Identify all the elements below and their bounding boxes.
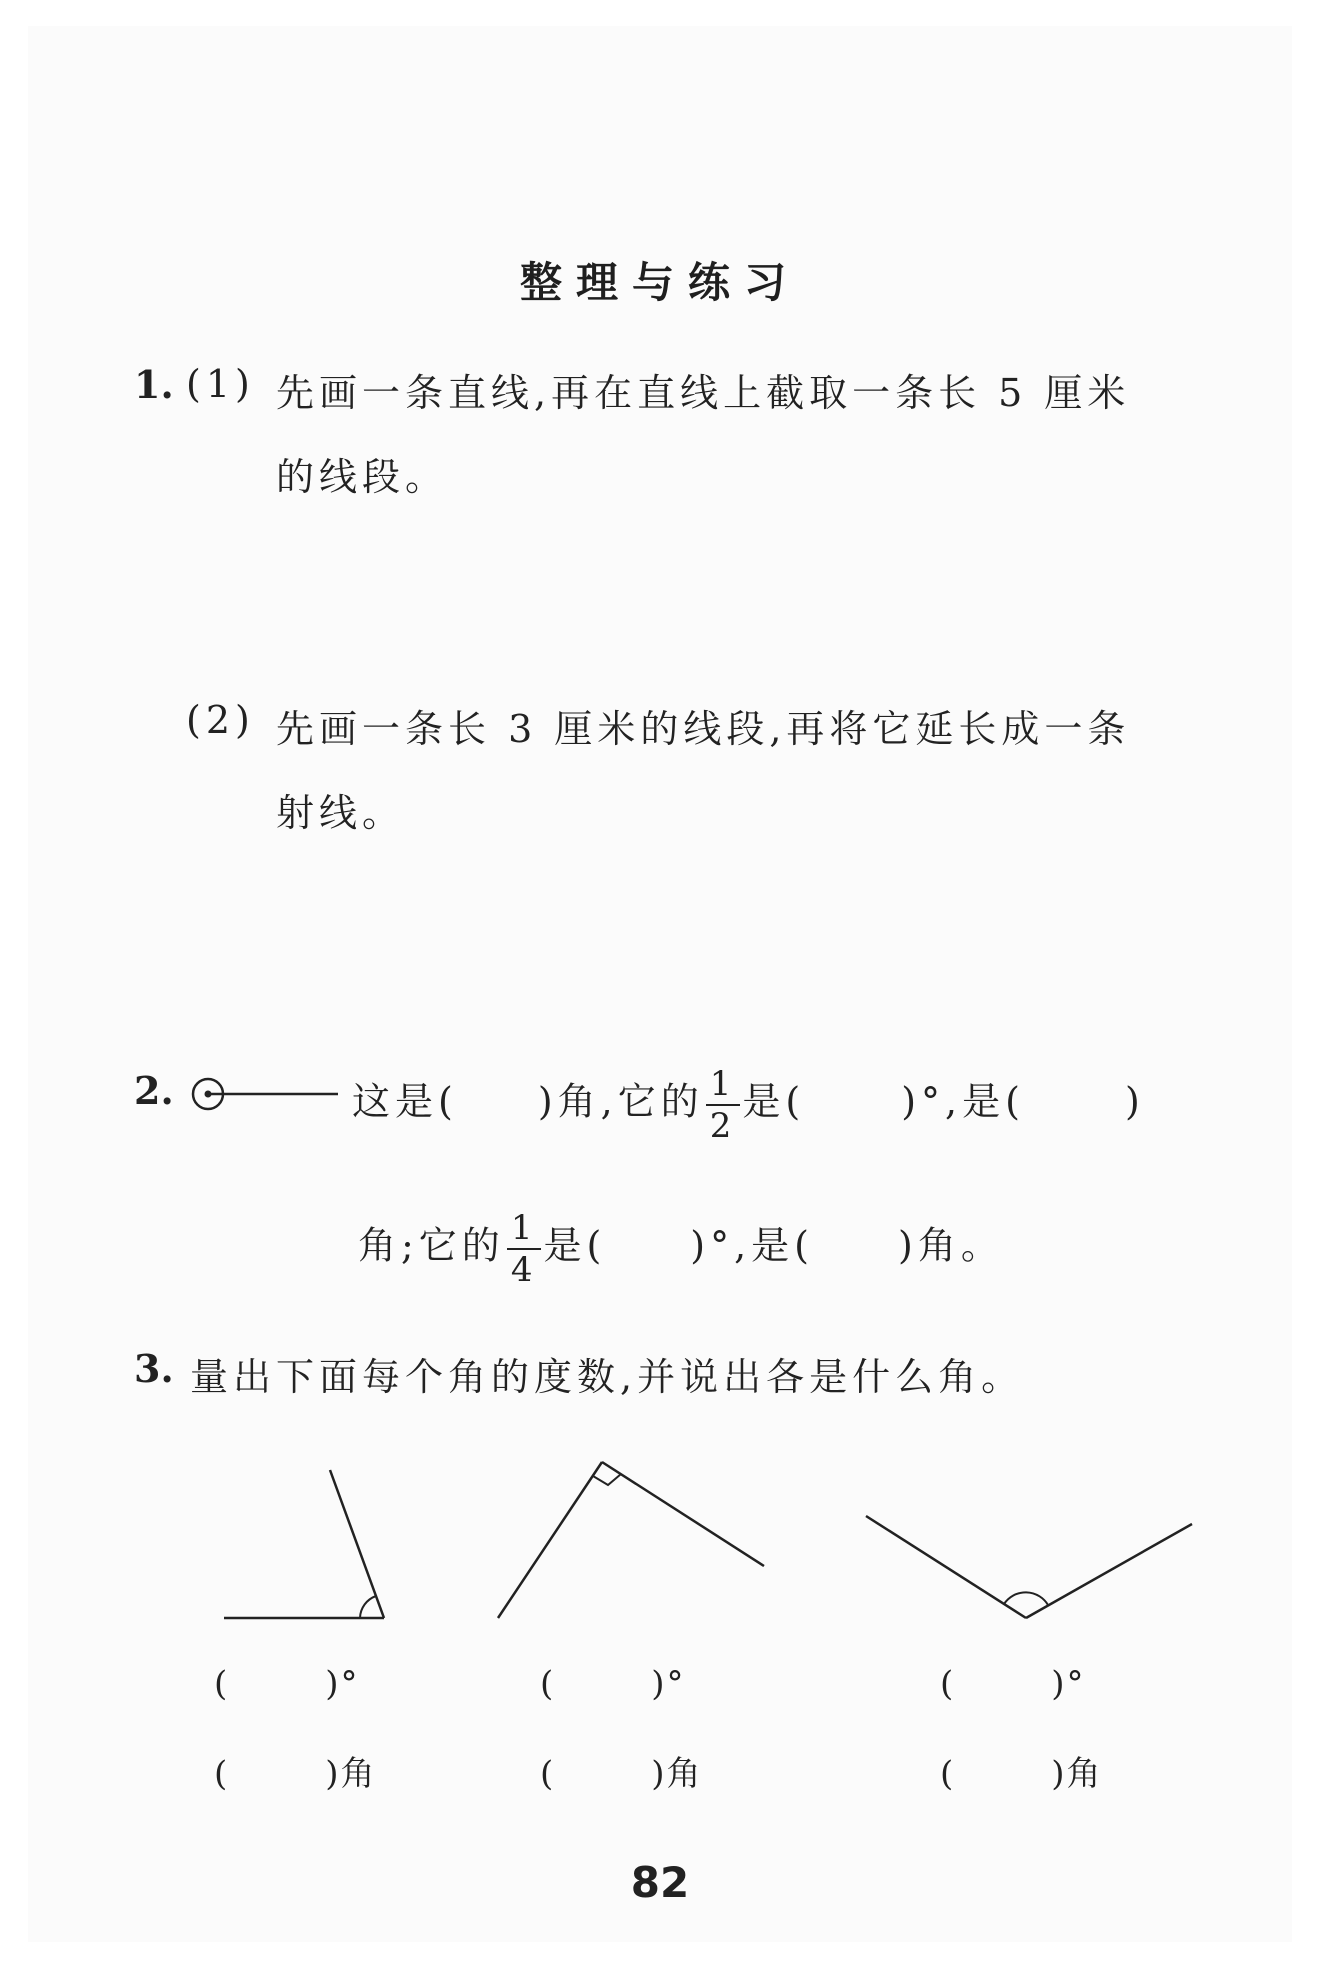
answer-1-degree[interactable] (214, 1664, 360, 1704)
paren-close-angle: )角 (651, 1754, 703, 1794)
page-number: 82 (630, 1858, 690, 1907)
obtuse-angle-right-side (1026, 1524, 1192, 1618)
fraction-quarter-numerator: 1 (507, 1208, 542, 1250)
obtuse-angle-left-side (866, 1516, 1026, 1618)
paren-open: ( (940, 1664, 956, 1704)
fraction-quarter-denominator: 4 (510, 1250, 538, 1290)
q2-number: 2. (134, 1068, 174, 1113)
answer-2-kind[interactable] (540, 1746, 703, 1795)
answer-3-degree[interactable] (940, 1664, 1086, 1704)
paren-close-degree: )° (651, 1664, 686, 1704)
obtuse-angle-figure (866, 1516, 1192, 1618)
paren-open: ( (540, 1664, 556, 1704)
paren-open: ( (540, 1754, 556, 1794)
right-angle-marker (593, 1474, 621, 1485)
q2-line2-d: )角。 (898, 1223, 1004, 1268)
q2-text-e: ) (1124, 1079, 1145, 1124)
q2-text-a: 这是( (352, 1079, 458, 1124)
paren-open: ( (940, 1754, 956, 1794)
answer-1-kind[interactable] (214, 1746, 377, 1795)
right-angle-right-side (602, 1462, 764, 1566)
q2-line2-c: )°,是( (690, 1223, 815, 1268)
q1-number: 1. (134, 362, 174, 407)
q1-part1-line2: 的线段。 (276, 455, 449, 499)
answer-3-kind[interactable] (940, 1746, 1103, 1795)
paren-close-degree: )° (325, 1664, 360, 1704)
q1-part2-label: (2) (186, 698, 255, 742)
right-angle-figure (498, 1462, 764, 1618)
obtuse-angle-arc (1004, 1592, 1048, 1605)
q3-number: 3. (134, 1346, 174, 1391)
q1-part1-label: (1) (186, 362, 255, 406)
q1-part1-line1: 先画一条直线,再在直线上截取一条长 5 厘米 (276, 371, 1131, 415)
paren-close-degree: )° (1051, 1664, 1086, 1704)
q1-part2-line2: 射线。 (276, 791, 406, 835)
acute-angle-figure (224, 1470, 384, 1618)
q2-text-d: )°,是( (901, 1079, 1025, 1124)
q2-line2-a: 角;它的 (358, 1223, 505, 1268)
page-title: 整理与练习 (519, 258, 800, 307)
paren-open: ( (214, 1664, 230, 1704)
answer-2-degree[interactable] (540, 1664, 686, 1704)
right-angle-left-side (498, 1462, 602, 1618)
q2-text-b: )角,它的 (537, 1079, 704, 1124)
paren-close-angle: )角 (1051, 1754, 1103, 1794)
acute-angle-arc (360, 1596, 376, 1618)
q3-text: 量出下面每个角的度数,并说出各是什么角。 (190, 1355, 1025, 1399)
fraction-half-numerator: 1 (706, 1064, 741, 1106)
q2-line2-b: 是( (543, 1223, 607, 1268)
q2-text-c: 是( (742, 1079, 806, 1124)
paren-close-angle: )角 (325, 1754, 377, 1794)
fraction-half-denominator: 2 (709, 1106, 737, 1146)
paren-open: ( (214, 1754, 230, 1794)
q1-part2-line1: 先画一条长 3 厘米的线段,再将它延长成一条 (276, 707, 1131, 751)
